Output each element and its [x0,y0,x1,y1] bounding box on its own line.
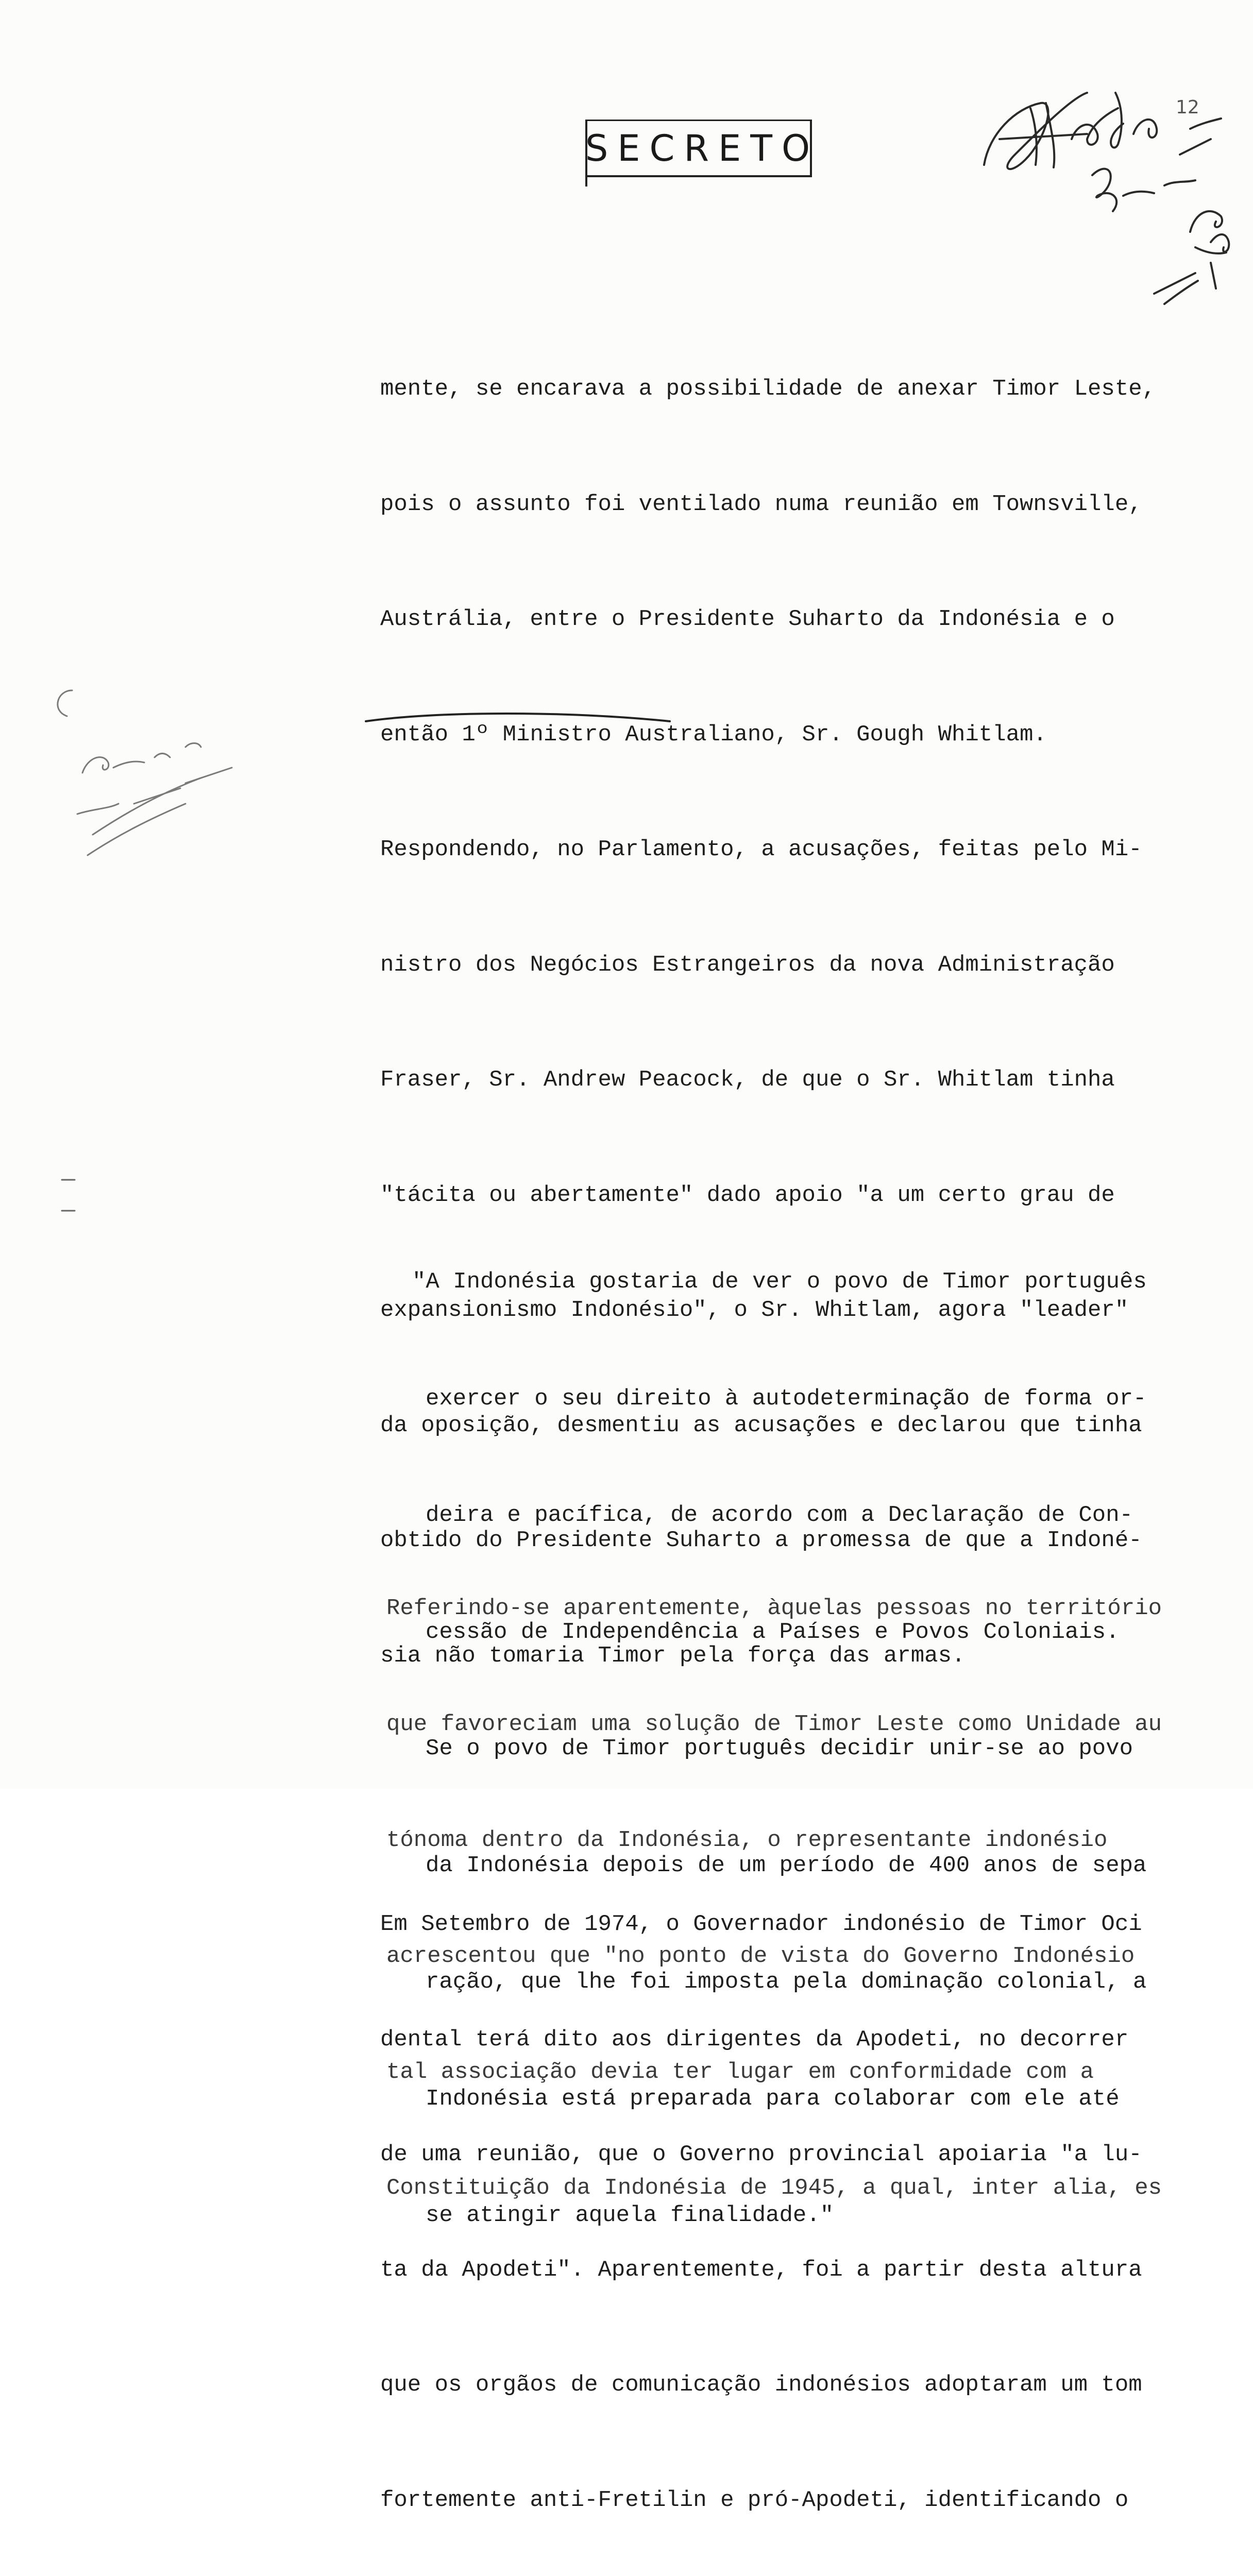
text-line: acrescentou que "no ponto de vista do Governo Indonésio [386,1943,1135,1969]
quote-line: Indonésia está preparada para colaborar com ele até [426,2086,1120,2112]
text-line: Referindo-se aparentemente, àquelas pessoas no território [386,1596,1162,1621]
text-line: "tácita ou abertamente" dado apoio "a um certo grau de [380,1182,1115,1208]
text-line: nistro dos Negócios Estrangeiros da nova Administração [380,952,1115,978]
text-line: tónoma dentro da Indonésia, o representante indonésio [386,1827,1108,1853]
text-line: sia não tomaria Timor pela força das armas. [380,1642,966,1669]
quote-line: cessão de Independência a Países e Povos Coloniais. [426,1619,1120,1645]
closing-paragraph [386,1512,1221,2285]
text-line: expansionismo Indonésio", o Sr. Whitlam, agora "leader" [380,1297,1129,1323]
quote-line: da Indonésia depois de um período de 400 anos de sepa [426,1852,1147,1878]
quote-line: ração, que lhe foi imposta pela dominação colonial, a [426,1969,1147,1995]
margin-tick-icon [52,1170,82,1226]
quote-line: exercer o seu direito à autodeterminação de forma or- [426,1385,1147,1412]
text-line: que favoreciam uma solução de Timor Leste como Unidade au [386,1711,1162,1737]
stamp-edge [585,175,587,187]
text-line: que os orgãos de comunicação indonésios adoptaram um tom [380,2372,1142,2398]
text-line: Austrália, entre o Presidente Suharto da Indonésia e o [380,606,1115,632]
classification-stamp [585,120,820,177]
text-line: Fraser, Sr. Andrew Peacock, de que o Sr. Whitlam tinha [380,1067,1115,1093]
text-line: dental terá dito aos dirigentes da Apodeti, no decorrer [380,2026,1129,2053]
quote-line: "A Indonésia gostaria de ver o povo de Timor português [412,1269,1147,1295]
quote-line: Se o povo de Timor português decidir unir-se ao povo [426,1736,1133,1761]
text-line: Constituição da Indonésia de 1945, a qual, inter alia, es [386,2175,1162,2201]
quote-line: se atingir aquela finalidade." [426,2202,834,2228]
text-line: de uma reunião, que o Governo provincial apoiaria "a lu- [380,2142,1142,2167]
text-line: Respondendo, no Parlamento, a acusações, feitas pelo Mi- [380,837,1142,862]
margin-scribble-icon [31,670,319,958]
text-line: pois o assunto foi ventilado numa reunião em Townsville, [380,491,1142,517]
text-line: ta da Apodeti". Aparentemente, foi a partir desta altura [380,2257,1142,2283]
page-number: 12 [1176,97,1199,118]
classification-stamp-label: SECRETO [585,127,820,170]
text-line: tal associação devia ter lugar em conformidade com a [386,2059,1094,2085]
text-line: fortemente anti-Fretilin e pró-Apodeti, identificando o [380,2487,1129,2513]
text-line: então 1º Ministro Australiano, Sr. Gough Whitlam. [380,721,1047,748]
quote-line: deira e pacífica, de acordo com a Declaração de Con- [426,1502,1133,1528]
text-line: obtido do Presidente Suharto a promessa de que a Indoné- [380,1528,1142,1553]
text-line: Em Setembro de 1974, o Governador indonésio de Timor Oci [380,1911,1142,1937]
text-line: mente, se encarava a possibilidade de anexar Timor Leste, [380,376,1156,402]
text-line: da oposição, desmentiu as acusações e declarou que tinha [380,1412,1142,1438]
